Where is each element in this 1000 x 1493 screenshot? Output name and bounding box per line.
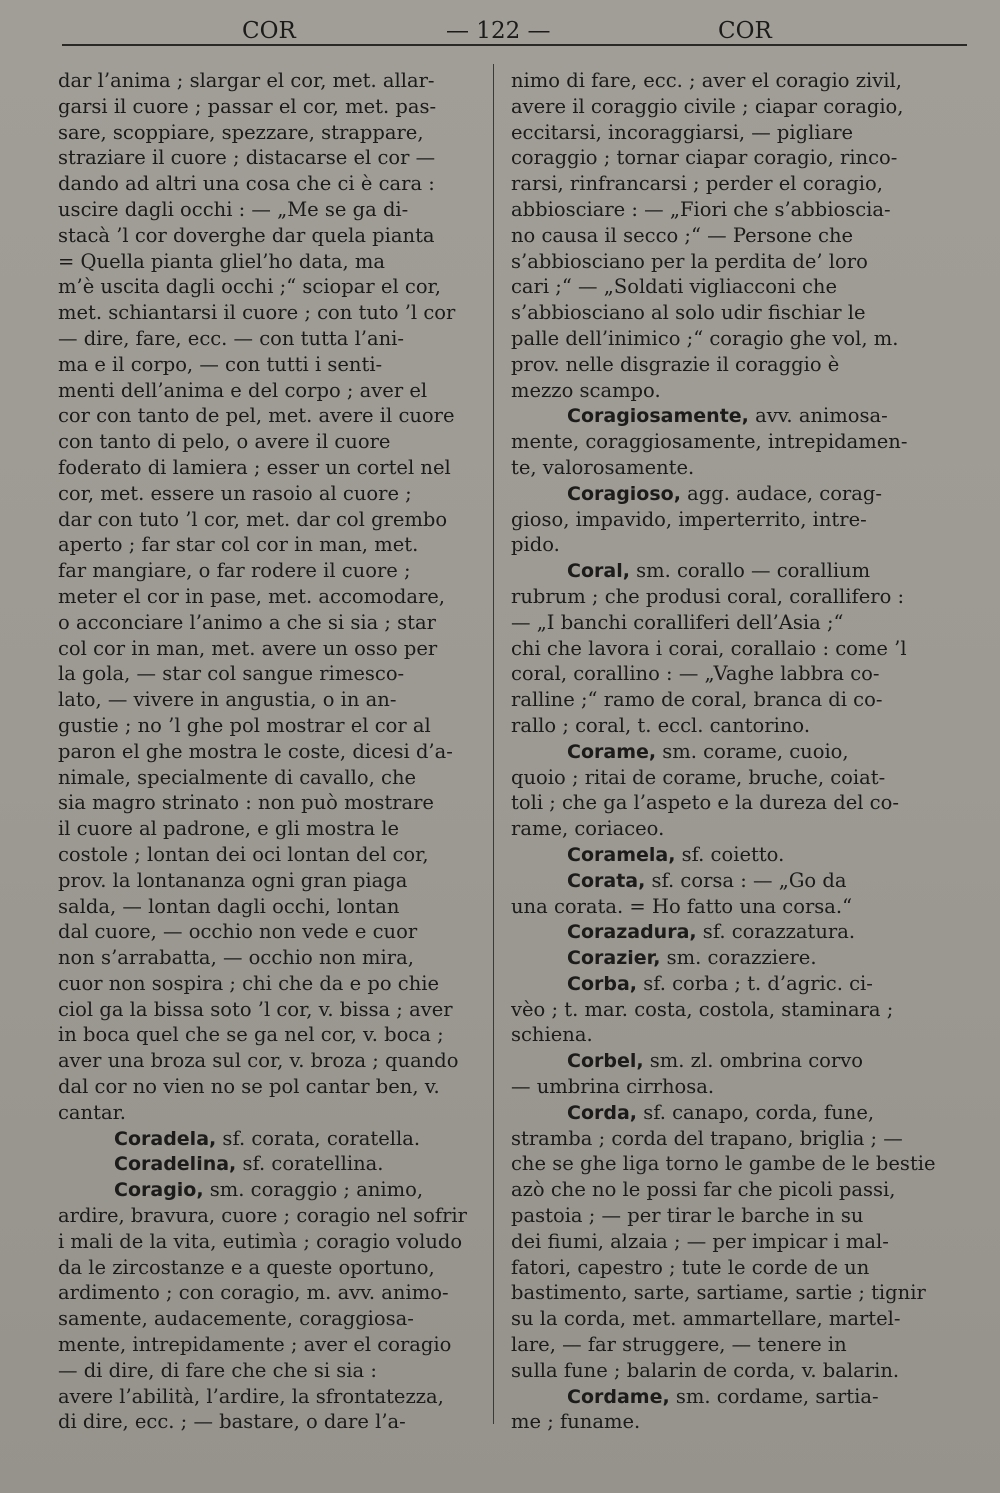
text-line <box>58 1409 486 1435</box>
line-text: no causa il secco ;“ — Persone che <box>511 223 854 247</box>
line-text: te, valorosamente. <box>511 455 695 479</box>
text-line <box>58 1255 486 1281</box>
text-line <box>58 636 486 662</box>
line-text: dal cor no vien no se pol cantar ben, v. <box>58 1075 440 1099</box>
text-line <box>511 610 941 636</box>
text-line <box>58 1048 486 1074</box>
line-text: o acconciare l’animo a che si sia ; star <box>58 610 436 634</box>
headword: Corame, <box>567 740 657 763</box>
line-text: dal cuore, — occhio non vede e cuor <box>58 920 418 944</box>
text-line <box>511 1126 941 1152</box>
line-text: stramba ; corda del trapano, briglia ; — <box>511 1126 903 1150</box>
text-line <box>58 532 486 558</box>
running-header <box>60 18 960 52</box>
text-line <box>511 661 941 687</box>
text-line <box>58 481 486 507</box>
line-text: rallo ; coral, t. eccl. cantorino. <box>511 713 811 737</box>
text-line <box>511 1409 941 1435</box>
text-line <box>58 997 486 1023</box>
headword: Coradela, <box>114 1127 217 1150</box>
text-line <box>58 868 486 894</box>
line-text: in boca quel che se ga nel cor, v. boca ; <box>58 1023 444 1047</box>
line-text: cantar. <box>58 1100 126 1124</box>
line-text: s’abbiosciano per la perdita de’ loro <box>511 249 868 273</box>
headword: Corazadura, <box>567 921 697 944</box>
text-line <box>58 274 486 300</box>
entry-line <box>511 868 941 894</box>
text-line <box>58 1358 486 1384</box>
text-line <box>58 1280 486 1306</box>
line-text: sf. canapo, corda, fune, <box>637 1100 875 1124</box>
line-text: — di dire, di fare che che si sia : <box>58 1358 377 1382</box>
text-line <box>511 145 941 171</box>
entry-line <box>511 1384 941 1410</box>
text-line <box>58 558 486 584</box>
line-text: costole ; lontan dei oci lontan del cor, <box>58 842 429 866</box>
text-line <box>511 352 941 378</box>
text-line <box>511 300 941 326</box>
text-line <box>58 1100 486 1126</box>
line-text: dar l’anima ; slargar el cor, met. allar- <box>58 69 435 92</box>
line-text: lato, — vivere in angustia, o in an- <box>58 688 397 712</box>
line-text: schiena. <box>511 1023 593 1047</box>
line-text: su la corda, met. ammartellare, martel- <box>511 1307 901 1331</box>
line-text: azò che no le possi far che picoli passi, <box>511 1178 896 1202</box>
line-text: col cor in man, met. avere un osso per <box>58 636 438 660</box>
text-line <box>58 249 486 275</box>
line-text: sm. zl. ombrina corvo <box>643 1049 863 1073</box>
line-text: il cuore al padrone, e gli mostra le <box>58 817 400 841</box>
line-text: avere l’abilità, l’ardire, la sfrontatezza, <box>58 1384 444 1408</box>
headword: Corata, <box>567 869 646 892</box>
line-text: gustie ; no ’l ghe pol mostrar el cor al <box>58 713 431 737</box>
line-text: nimo di fare, ecc. ; aver el coragio zivil, <box>511 69 902 92</box>
text-line <box>511 1074 941 1100</box>
line-text: — umbrina cirrhosa. <box>511 1075 715 1099</box>
line-text: dando ad altri una cosa che ci è cara : <box>58 172 435 196</box>
line-text: paron el ghe mostra le coste, dicesi d’a- <box>58 739 453 763</box>
line-text: ardire, bravura, cuore ; coragio nel sofrir <box>58 1204 467 1228</box>
line-text: uscire dagli occhi : — „Me se ga di- <box>58 197 409 221</box>
line-text: stacà ’l cor doverghe dar quela pianta <box>58 223 435 247</box>
text-line <box>58 197 486 223</box>
line-text: bastimento, sarte, sartiame, sartie ; tignir <box>511 1281 926 1305</box>
line-text: abbiosciare : — „Fiori che s’abbioscia- <box>511 197 891 221</box>
line-text: pido. <box>511 533 560 557</box>
text-line <box>511 1358 941 1384</box>
text-line <box>511 455 941 481</box>
line-text: samente, audacemente, coraggiosa- <box>58 1307 414 1331</box>
line-text: prov. la lontananza ogni gran piaga <box>58 868 408 892</box>
text-line <box>511 429 941 455</box>
line-text: meter el cor in pase, met. accomodare, <box>58 584 446 608</box>
text-line <box>58 68 486 94</box>
text-line <box>58 1229 486 1255</box>
entry-line <box>511 919 941 945</box>
line-text: met. schiantarsi il cuore ; con tuto ’l cor <box>58 301 456 325</box>
headword: Coragio, <box>114 1179 204 1202</box>
text-line <box>511 249 941 275</box>
line-text: far mangiare, o far rodere il cuore ; <box>58 559 411 583</box>
text-line <box>58 1306 486 1332</box>
entry-line <box>511 739 941 765</box>
line-text: quoio ; ritai de corame, bruche, coiat- <box>511 765 886 789</box>
text-line <box>511 274 941 300</box>
text-line <box>511 120 941 146</box>
line-text: nimale, specialmente di cavallo, che <box>58 765 417 789</box>
line-text: prov. nelle disgrazie il coraggio è <box>511 352 840 376</box>
text-line <box>511 713 941 739</box>
line-text: con tanto di pelo, o avere il cuore <box>58 430 391 454</box>
left-column <box>58 68 486 1435</box>
line-text: garsi il cuore ; passar el cor, met. pas- <box>58 94 437 118</box>
entry-line <box>58 1177 486 1203</box>
line-text: da le zircostanze e a queste oportuno, <box>58 1255 435 1279</box>
text-line <box>511 532 941 558</box>
line-text: rarsi, rinfrancarsi ; perder el coragio, <box>511 172 883 196</box>
line-text: sf. corba ; t. d’agric. ci- <box>637 971 873 995</box>
text-line <box>58 739 486 765</box>
line-text: coral, corallino : — „Vaghe labbra co- <box>511 662 880 686</box>
line-text: dei fiumi, alzaia ; — per impicar i mal- <box>511 1229 889 1253</box>
text-line <box>58 1022 486 1048</box>
text-line <box>511 790 941 816</box>
line-text: sf. corata, coratella. <box>216 1126 421 1150</box>
text-line <box>58 816 486 842</box>
line-text: sf. corazzatura. <box>696 920 856 944</box>
text-line <box>511 1255 941 1281</box>
line-text: sm. coraggio ; animo, <box>203 1178 424 1202</box>
line-text: straziare il cuore ; distacarse el cor — <box>58 146 436 170</box>
text-line <box>511 94 941 120</box>
headword: Cordame, <box>567 1385 670 1408</box>
line-text: sf. corsa : — „Go da <box>645 868 847 892</box>
line-text: ma e il corpo, — con tutti i senti- <box>58 352 383 376</box>
text-line <box>58 507 486 533</box>
text-line <box>511 636 941 662</box>
line-text: s’abbiosciano al solo udir fischiar le <box>511 301 866 325</box>
line-text: me ; funame. <box>511 1410 641 1434</box>
line-text: m’è uscita dagli occhi ;“ sciopar el cor, <box>58 275 441 299</box>
line-text: sm. cordame, sartia- <box>669 1384 879 1408</box>
text-line <box>511 1332 941 1358</box>
line-text: sm. corazziere. <box>660 946 817 970</box>
line-text: coraggio ; tornar ciapar coragio, rinco- <box>511 146 898 170</box>
text-line <box>511 584 941 610</box>
line-text: sm. corame, cuoio, <box>656 739 849 763</box>
text-line <box>58 300 486 326</box>
text-line <box>58 326 486 352</box>
text-line <box>58 120 486 146</box>
text-line <box>58 352 486 378</box>
text-line <box>511 997 941 1023</box>
headword: Corda, <box>567 1101 638 1124</box>
line-text: = Quella pianta gliel’ho data, ma <box>58 249 385 273</box>
line-text: sare, scoppiare, spezzare, strappare, <box>58 120 424 144</box>
text-line <box>58 661 486 687</box>
text-line <box>58 894 486 920</box>
line-text: sm. corallo — corallium <box>629 559 871 583</box>
line-text: una corata. = Ho fatto una corsa.“ <box>511 894 853 918</box>
text-line <box>511 1229 941 1255</box>
text-line <box>511 1022 941 1048</box>
entry-line <box>511 1100 941 1126</box>
line-text: cuor non sospira ; chi che da e po chie <box>58 971 440 995</box>
page-number: — 122 — <box>446 18 551 44</box>
text-line <box>58 790 486 816</box>
line-text: — „I banchi coralliferi dell’Asia ;“ <box>511 610 844 634</box>
text-line <box>58 429 486 455</box>
line-text: — dire, fare, ecc. — con tutta l’ani- <box>58 326 405 350</box>
headword: Coragioso, <box>567 482 681 505</box>
text-line <box>511 894 941 920</box>
text-line <box>58 1332 486 1358</box>
line-text: rame, coriaceo. <box>511 817 665 841</box>
text-line <box>511 223 941 249</box>
text-line <box>511 326 941 352</box>
text-line <box>58 223 486 249</box>
line-text: aver una broza sul cor, v. broza ; quando <box>58 1049 459 1073</box>
line-text: vèo ; t. mar. costa, costola, staminara ; <box>511 997 894 1021</box>
text-line <box>58 842 486 868</box>
text-line <box>511 765 941 791</box>
line-text: pastoia ; — per tirar le barche in su <box>511 1204 864 1228</box>
line-text: avere il coraggio civile ; ciapar coragio, <box>511 94 904 118</box>
line-text: toli ; che ga l’aspeto e la dureza del co- <box>511 791 899 815</box>
line-text: di dire, ecc. ; — bastare, o dare l’a- <box>58 1410 406 1434</box>
text-line <box>58 1074 486 1100</box>
text-line <box>58 584 486 610</box>
line-text: ciol ga la bissa soto ’l cor, v. bissa ; aver <box>58 997 453 1021</box>
text-line <box>511 171 941 197</box>
text-line <box>511 68 941 94</box>
entry-line <box>511 971 941 997</box>
entry-line <box>511 481 941 507</box>
text-line <box>511 378 941 404</box>
text-line <box>511 687 941 713</box>
line-text: sia magro strinato : non può mostrare <box>58 791 434 815</box>
line-text: dar con tuto ’l cor, met. dar col grembo <box>58 507 448 531</box>
headword: Corazier, <box>567 947 661 970</box>
entry-line <box>511 403 941 429</box>
line-text: menti dell’anima e del corpo ; aver el <box>58 378 428 402</box>
line-text: mente, intrepidamente ; aver el coragio <box>58 1333 452 1357</box>
text-line <box>58 455 486 481</box>
text-line <box>58 378 486 404</box>
text-line <box>511 1280 941 1306</box>
entry-line <box>58 1151 486 1177</box>
text-line <box>58 171 486 197</box>
line-text: salda, — lontan dagli occhi, lontan <box>58 894 400 918</box>
text-line <box>511 507 941 533</box>
line-text: cor con tanto de pel, met. avere il cuore <box>58 404 455 428</box>
line-text: mente, coraggiosamente, intrepidamen- <box>511 430 908 454</box>
text-line <box>511 197 941 223</box>
line-text: avv. animosa- <box>748 404 888 428</box>
header-rule <box>62 44 967 46</box>
line-text: mezzo scampo. <box>511 378 661 402</box>
line-text: cari ;“ — „Soldati vigliacconi che <box>511 275 837 299</box>
headword: Corba, <box>567 972 638 995</box>
line-text: agg. audace, corag- <box>680 481 882 505</box>
headword: Coradelina, <box>114 1153 237 1176</box>
text-line <box>511 1203 941 1229</box>
text-line <box>58 945 486 971</box>
line-text: rubrum ; che produsi coral, corallifero : <box>511 584 905 608</box>
right-column <box>511 68 941 1435</box>
text-line <box>58 1384 486 1410</box>
line-text: sf. coietto. <box>675 842 785 866</box>
line-text: ardimento ; con coragio, m. avv. animo- <box>58 1281 449 1305</box>
text-line <box>58 687 486 713</box>
text-line <box>58 919 486 945</box>
text-line <box>58 713 486 739</box>
line-text: palle dell’inimico ;“ coragio ghe vol, m. <box>511 326 899 350</box>
line-text: lare, — far struggere, — tenere in <box>511 1333 847 1357</box>
entry-line <box>511 558 941 584</box>
header-left-word: COR <box>242 18 296 44</box>
line-text: i mali de la vita, eutimìa ; coragio voludo <box>58 1229 463 1253</box>
text-line <box>58 765 486 791</box>
line-text: cor, met. essere un rasoio al cuore ; <box>58 481 412 505</box>
headword: Coral, <box>567 560 630 583</box>
headword: Coramela, <box>567 843 676 866</box>
text-line <box>511 1151 941 1177</box>
text-line <box>511 1306 941 1332</box>
text-line <box>58 145 486 171</box>
headword: Corbel, <box>567 1050 644 1073</box>
text-line <box>511 1177 941 1203</box>
line-text: gioso, impavido, imperterrito, intre- <box>511 507 867 531</box>
line-text: ralline ;“ ramo de coral, branca di co- <box>511 688 883 712</box>
line-text: la gola, — star col sangue rimesco- <box>58 662 405 686</box>
text-line <box>58 1203 486 1229</box>
entry-line <box>511 1048 941 1074</box>
line-text: chi che lavora i corai, corallaio : come ’l <box>511 636 907 660</box>
line-text: fatori, capestro ; tute le corde de un <box>511 1255 870 1279</box>
line-text: sulla fune ; balarin de corda, v. balarin. <box>511 1358 900 1382</box>
entry-line <box>511 945 941 971</box>
line-text: aperto ; far star col cor in man, met. <box>58 533 419 557</box>
text-line <box>58 971 486 997</box>
text-line <box>58 94 486 120</box>
text-line <box>511 816 941 842</box>
headword: Coragiosamente, <box>567 405 749 428</box>
entry-line <box>58 1126 486 1152</box>
line-text: non s’arrabatta, — occhio non mira, <box>58 946 414 970</box>
line-text: foderato di lamiera ; esser un cortel nel <box>58 455 451 479</box>
line-text: eccitarsi, incoraggiarsi, — pigliare <box>511 120 854 144</box>
header-right-word: COR <box>718 18 772 44</box>
text-line <box>58 610 486 636</box>
entry-line <box>511 842 941 868</box>
column-divider <box>493 64 494 1424</box>
text-line <box>58 403 486 429</box>
line-text: sf. coratellina. <box>236 1152 384 1176</box>
line-text: che se ghe liga torno le gambe de le bestie <box>511 1152 936 1176</box>
